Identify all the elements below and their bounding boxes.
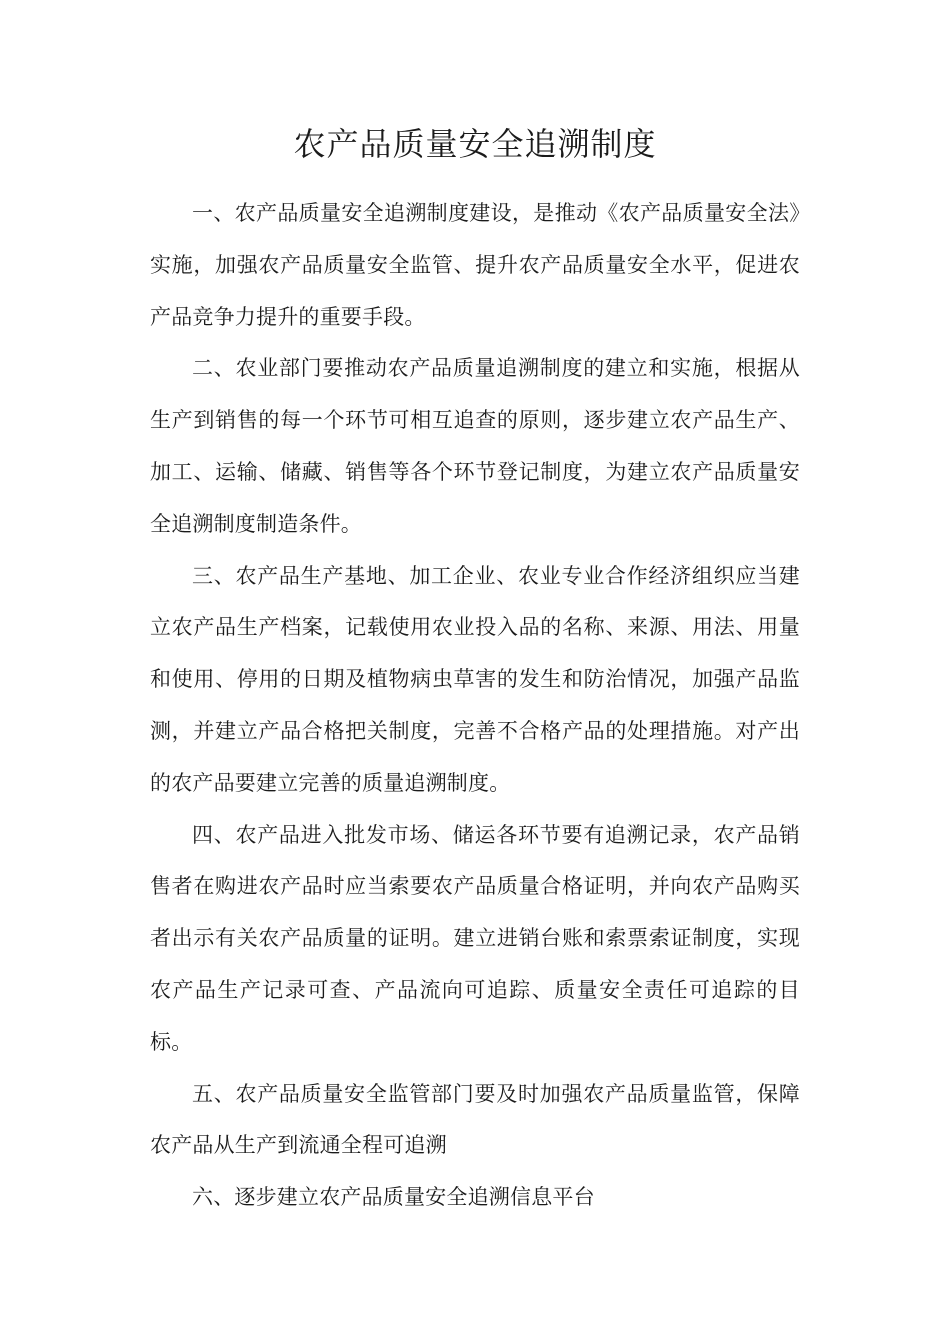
paragraph-1: 一、农产品质量安全追溯制度建设，是推动《农产品质量安全法》实施，加强农产品质量安全监管、提升农产品质量安全水平，促进农产品竞争力提升的重要手段。	[150, 201, 800, 329]
paragraph-3: 三、农产品生产基地、加工企业、农业专业合作经济组织应当建立农产品生产档案，记载使用农业投入品的名称、来源、用法、用量和使用、停用的日期及植物病虫草害的发生和防治情况，加强产品监测，并建立产品合格把关制度，完善不合格产品的处理措施。对产出的农产品要建立完善的质量追溯制度。	[150, 563, 800, 795]
document-title: 农产品质量安全追溯制度	[293, 125, 657, 163]
paragraph-6: 六、逐步建立农产品质量安全追溯信息平台	[192, 1185, 595, 1210]
document-body	[150, 188, 800, 1224]
paragraph-4: 四、农产品进入批发市场、储运各环节要有追溯记录，农产品销售者在购进农产品时应当索要农产品质量合格证明，并向农产品购买者出示有关农产品质量的证明。建立进销台账和索票索证制度，实现农产品生产记录可查、产品流向可追踪、质量安全责任可追踪的目标。	[150, 822, 800, 1054]
paragraph-5: 五、农产品质量安全监管部门要及时加强农产品质量监管，保障农产品从生产到流通全程可追溯	[150, 1081, 800, 1158]
paragraph-2: 二、农业部门要推动农产品质量追溯制度的建立和实施，根据从生产到销售的每一个环节可相互追查的原则，逐步建立农产品生产、加工、运输、储藏、销售等各个环节登记制度，为建立农产品质量安全追溯制度制造条件。	[150, 356, 800, 536]
